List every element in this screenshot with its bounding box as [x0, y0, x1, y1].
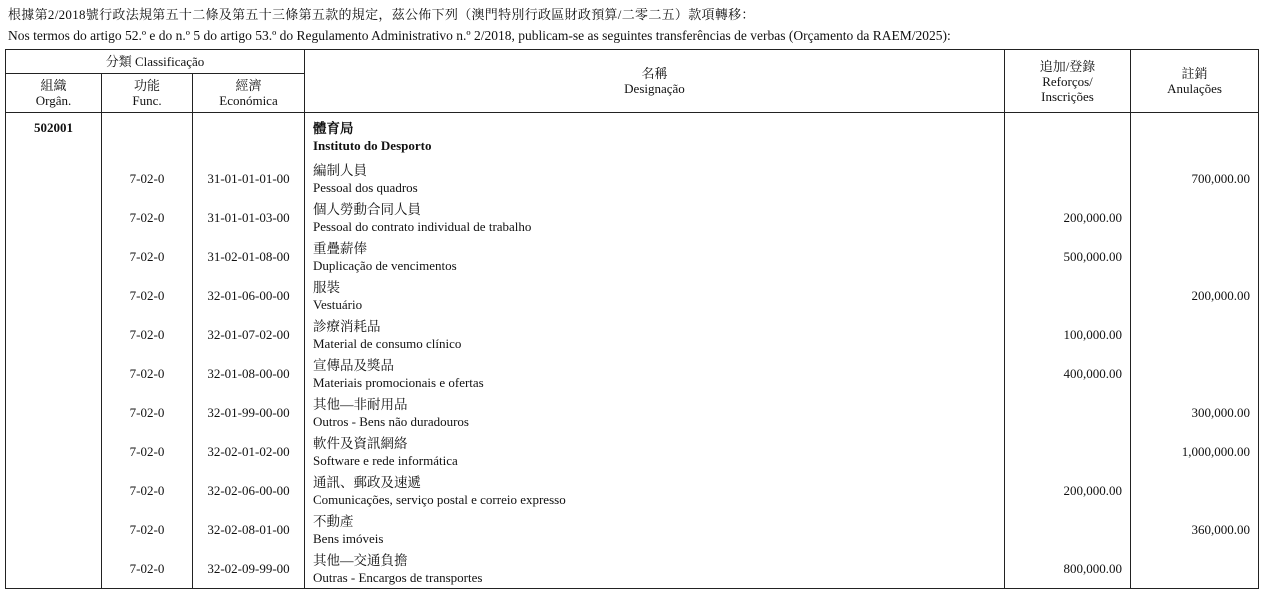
anulacoes-amount	[1131, 549, 1259, 589]
reforcos-header-pt2: Inscrições	[1041, 88, 1094, 104]
designation-zh: 重疊薪俸	[313, 240, 367, 256]
econ-code: 32-01-07-02-00	[193, 315, 305, 354]
organ-func-cell	[102, 113, 193, 160]
organ-reforcos-cell	[1005, 113, 1131, 160]
designation	[305, 510, 1005, 549]
designation-pt: Material de consumo clínico	[313, 335, 462, 351]
anulacoes-header-zh: 註銷	[1181, 66, 1208, 81]
organ-name-zh: 體育局	[313, 121, 354, 136]
designation-zh: 診療消耗品	[313, 318, 381, 334]
organ-cell	[6, 276, 102, 315]
func-header	[102, 74, 193, 113]
designation-pt: Pessoal dos quadros	[313, 179, 418, 195]
anulacoes-amount	[1131, 354, 1259, 393]
reforcos-amount: 500,000.00	[1005, 237, 1131, 276]
organ-cell	[6, 432, 102, 471]
reforcos-amount	[1005, 393, 1131, 432]
designation-pt: Outros - Bens não duradouros	[313, 413, 469, 429]
func-code: 7-02-0	[102, 159, 193, 198]
func-code: 7-02-0	[102, 510, 193, 549]
organ-cell	[6, 237, 102, 276]
func-code: 7-02-0	[102, 471, 193, 510]
organ-header	[6, 74, 102, 113]
organ-cell	[6, 159, 102, 198]
econ-code: 32-02-09-99-00	[193, 549, 305, 589]
designation	[305, 432, 1005, 471]
econ-code: 32-02-08-01-00	[193, 510, 305, 549]
anulacoes-header	[1131, 50, 1259, 113]
designation	[305, 471, 1005, 510]
designation	[305, 354, 1005, 393]
reforcos-amount: 100,000.00	[1005, 315, 1131, 354]
func-header-zh: 功能	[133, 78, 160, 93]
designation	[305, 237, 1005, 276]
anulacoes-amount: 360,000.00	[1131, 510, 1259, 549]
table-row	[6, 471, 1259, 510]
reforcos-amount	[1005, 510, 1131, 549]
designation-pt: Pessoal do contrato individual de trabalho	[313, 218, 532, 234]
econ-code: 31-01-01-01-00	[193, 159, 305, 198]
reforcos-amount	[1005, 159, 1131, 198]
func-code: 7-02-0	[102, 315, 193, 354]
econ-code: 32-01-08-00-00	[193, 354, 305, 393]
reforcos-amount: 400,000.00	[1005, 354, 1131, 393]
organ-cell	[6, 198, 102, 237]
designation-zh: 不動產	[313, 513, 354, 529]
econ-code: 31-02-01-08-00	[193, 237, 305, 276]
designation-pt: Bens imóveis	[313, 530, 384, 546]
reforcos-amount	[1005, 432, 1131, 471]
designation-pt: Duplicação de vencimentos	[313, 257, 457, 273]
reforcos-amount: 800,000.00	[1005, 549, 1131, 589]
designation	[305, 276, 1005, 315]
designation-pt: Outras - Encargos de transportes	[313, 569, 483, 585]
table-row	[6, 354, 1259, 393]
designation-zh: 服裝	[313, 279, 340, 295]
designation	[305, 198, 1005, 237]
designation-header-zh: 名稱	[641, 66, 668, 81]
organ-header-zh: 組織	[40, 78, 67, 93]
table-row	[6, 432, 1259, 471]
reforcos-amount: 200,000.00	[1005, 471, 1131, 510]
organ-cell	[6, 393, 102, 432]
table-row	[6, 393, 1259, 432]
designation	[305, 159, 1005, 198]
econ-code: 32-02-01-02-00	[193, 432, 305, 471]
designation	[305, 549, 1005, 589]
table-body	[6, 113, 1259, 589]
designation-zh: 編制人員	[313, 162, 367, 178]
organ-cell	[6, 510, 102, 549]
reforcos-header-zh: 追加/登錄	[1039, 58, 1096, 74]
designation-zh: 其他—非耐用品	[313, 396, 408, 412]
func-code: 7-02-0	[102, 276, 193, 315]
anulacoes-header-pt: Anulações	[1167, 81, 1222, 96]
func-code: 7-02-0	[102, 237, 193, 276]
designation-pt: Vestuário	[313, 296, 363, 312]
econ-header	[193, 74, 305, 113]
table-row	[6, 315, 1259, 354]
organ-header-pt: Orgân.	[35, 93, 72, 108]
table-header	[6, 50, 1259, 113]
reforcos-amount	[1005, 276, 1131, 315]
econ-code: 32-01-06-00-00	[193, 276, 305, 315]
table-row	[6, 159, 1259, 198]
organ-cell	[6, 549, 102, 589]
intro-chinese: 根據第2/2018號行政法規第五十二條及第五十三條第五款的規定，茲公佈下列（澳門特別行政區財政預算/二零二五）款項轉移：	[8, 7, 755, 22]
organ-row	[6, 113, 1259, 160]
organ-econ-cell	[193, 113, 305, 160]
organ-cell	[6, 471, 102, 510]
func-code: 7-02-0	[102, 198, 193, 237]
designation	[305, 393, 1005, 432]
func-header-pt: Func.	[132, 93, 162, 108]
designation-pt: Materiais promocionais e ofertas	[313, 374, 484, 390]
func-code: 7-02-0	[102, 393, 193, 432]
designation-zh: 通訊、郵政及速遞	[313, 474, 421, 490]
anulacoes-amount: 1,000,000.00	[1131, 432, 1259, 471]
econ-code: 32-01-99-00-00	[193, 393, 305, 432]
anulacoes-amount: 200,000.00	[1131, 276, 1259, 315]
table-row	[6, 237, 1259, 276]
organ-cell	[6, 354, 102, 393]
intro-portuguese: Nos termos do artigo 52.º e do n.º 5 do artigo 53.º do Regulamento Administrativo n.º 2/2018, publicam-se as seguintes transferências de verbas (Orçamento da RAEM/2025):	[8, 28, 951, 43]
transfer-table	[5, 49, 1259, 589]
classification-header: 分類 Classificação	[6, 50, 305, 74]
designation-header	[305, 50, 1005, 113]
func-code: 7-02-0	[102, 549, 193, 589]
table-row	[6, 198, 1259, 237]
designation	[305, 315, 1005, 354]
organ-name-cell	[305, 113, 1005, 160]
func-code: 7-02-0	[102, 432, 193, 471]
econ-code: 31-01-01-03-00	[193, 198, 305, 237]
econ-code: 32-02-06-00-00	[193, 471, 305, 510]
organ-cell	[6, 315, 102, 354]
designation-zh: 軟件及資訊網絡	[313, 435, 408, 451]
anulacoes-amount	[1131, 198, 1259, 237]
econ-header-zh: 經濟	[235, 78, 262, 93]
organ-code: 502001	[6, 113, 102, 160]
anulacoes-amount: 700,000.00	[1131, 159, 1259, 198]
designation-pt: Software e rede informática	[313, 452, 458, 468]
func-code: 7-02-0	[102, 354, 193, 393]
designation-pt: Comunicações, serviço postal e correio expresso	[313, 491, 566, 507]
table-row	[6, 510, 1259, 549]
designation-zh: 其他—交通負擔	[313, 552, 408, 568]
anulacoes-amount	[1131, 471, 1259, 510]
designation-header-pt: Designação	[624, 81, 685, 96]
designation-zh: 宣傳品及獎品	[313, 357, 394, 373]
table-row	[6, 276, 1259, 315]
reforcos-amount: 200,000.00	[1005, 198, 1131, 237]
organ-name-pt: Instituto do Desporto	[313, 138, 432, 153]
anulacoes-amount	[1131, 237, 1259, 276]
reforcos-header-pt1: Reforços/	[1042, 73, 1093, 89]
designation-zh: 個人勞動合同人員	[313, 201, 421, 217]
anulacoes-amount	[1131, 315, 1259, 354]
organ-anulacoes-cell	[1131, 113, 1259, 160]
reforcos-header	[1005, 50, 1131, 113]
econ-header-pt: Económica	[219, 93, 278, 108]
anulacoes-amount: 300,000.00	[1131, 393, 1259, 432]
table-row	[6, 549, 1259, 589]
